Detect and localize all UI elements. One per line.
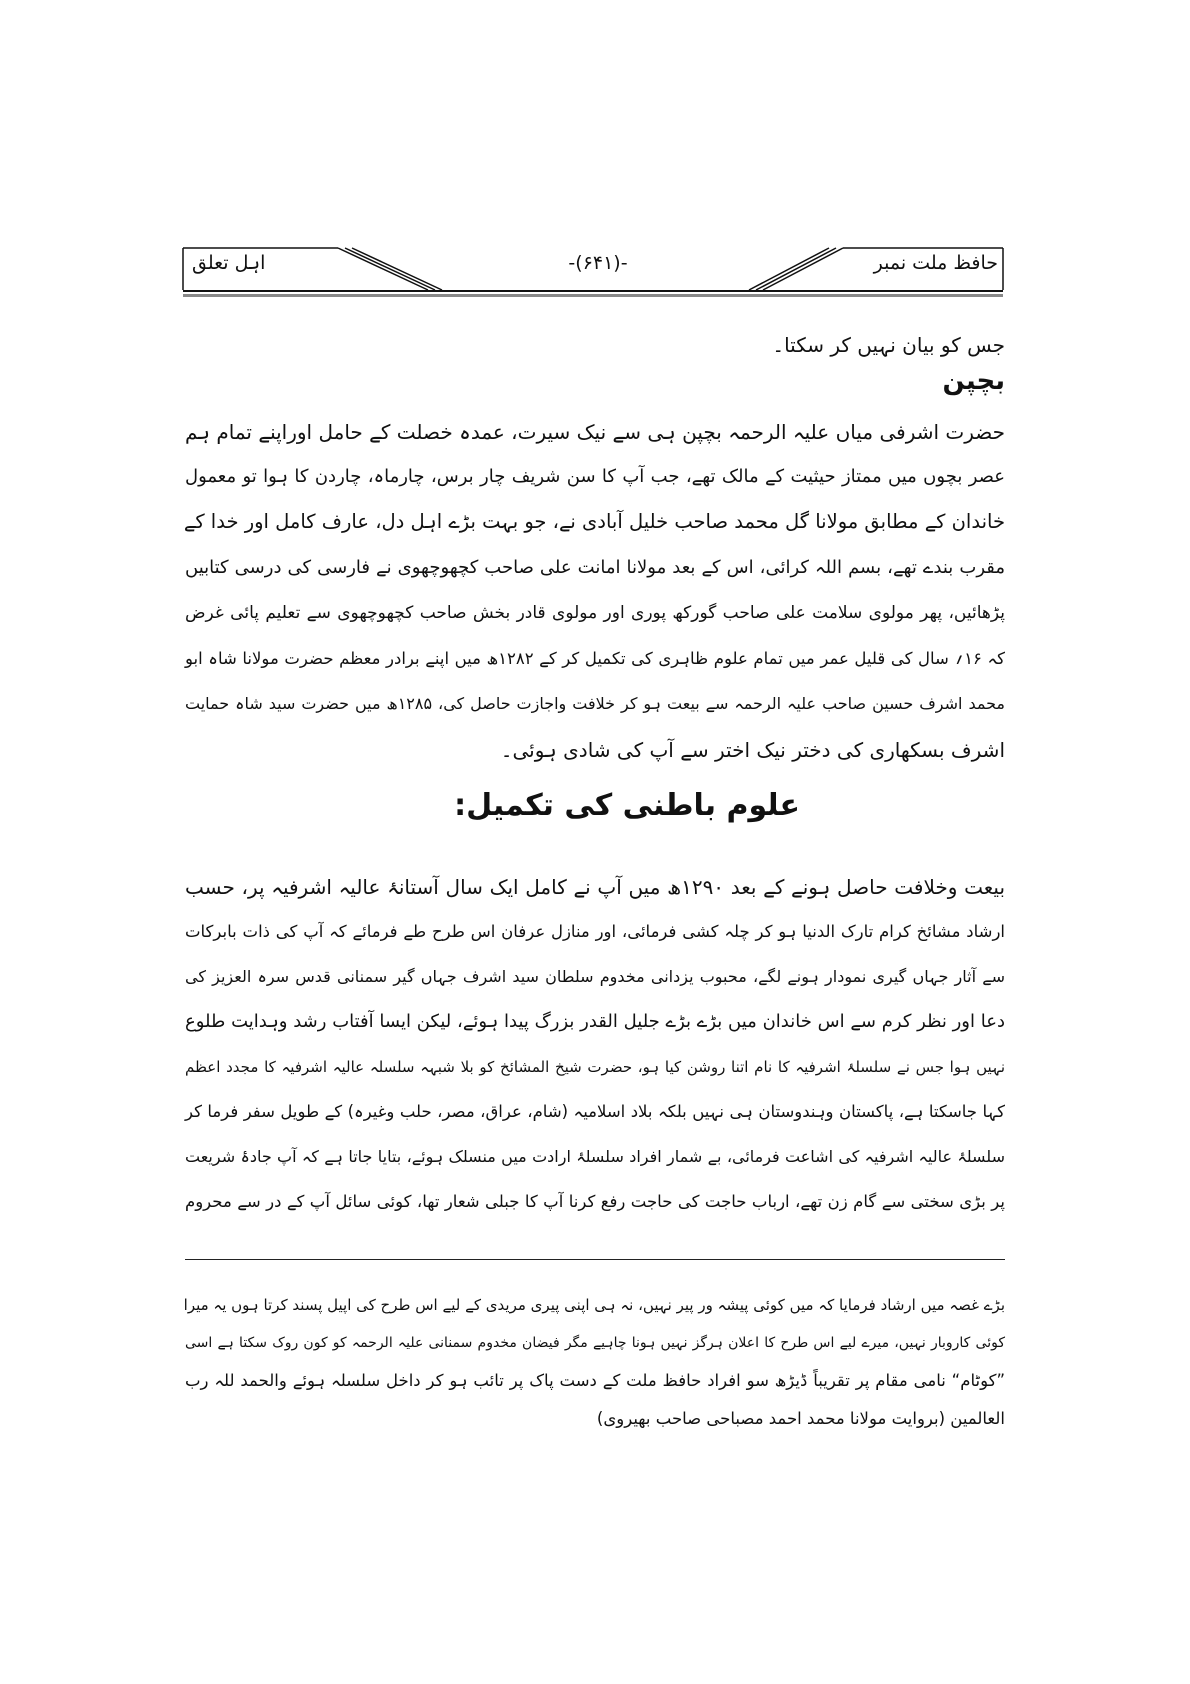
- page-number: -(۶۴۱)-: [568, 252, 628, 274]
- section-heading-childhood: بچپن: [942, 366, 1005, 396]
- text-line: دعا اور نظر کرم سے اس خاندان میں بڑے بڑے جلیل القدر بزرگ پیدا ہوئے، لیکن ایسا آفتاب رشد وہدایت طلوع: [185, 1011, 1005, 1032]
- footnote-line: ”کوٹام“ نامی مقام پر تقریباً ڈیڑھ سو افراد حافظ ملت کے دست پاک پر تائب ہو کر داخل سلسلہ ہوئے والحمد للہ رب: [185, 1371, 1005, 1390]
- text-line: مقرب بندے تھے، بسم اللہ کرائی، اس کے بعد مولانا امانت علی صاحب کچھوچھوی نے فارسی کی درسی کتابیں: [185, 557, 1005, 578]
- text-line: محمد اشرف حسین صاحب علیہ الرحمہ سے بیعت ہو کر خلافت واجازت حاصل کی، ۱۲۸۵ھ میں حضرت سید شاہ حمایت: [185, 694, 1005, 713]
- text-line: کہا جاسکتا ہے، پاکستان وہندوستان ہی نہیں بلکہ بلاد اسلامیہ (شام، عراق، مصر، حلب وغیرہ) کے طویل سفر فرما کر: [185, 1102, 1005, 1121]
- text-line: سلسلۂ عالیہ اشرفیہ کی اشاعت فرمائی، بے شمار افراد سلسلۂ ارادت میں منسلک ہوئے، بتایا جاتا ہے کہ آپ جادۂ شریعت: [185, 1147, 1005, 1166]
- section-heading-inner-knowledge: علوم باطنی کی تکمیل:: [454, 788, 800, 823]
- text-line: پڑھائیں، پھر مولوی سلامت علی صاحب گورکھ پوری اور مولوی قادر بخش صاحب کچھوچھوی سے تعلیم پائی غرض: [185, 603, 1005, 623]
- text-line: بیعت وخلافت حاصل ہونے کے بعد ۱۲۹۰ھ میں آپ نے کامل ایک سال آستانۂ عالیہ اشرفیہ پر، حسب: [185, 875, 1006, 899]
- text-line: عصر بچوں میں ممتاز حیثیت کے مالک تھے، جب آپ کا سن شریف چار برس، چارماہ، چاردن کا ہوا تو معمول: [185, 466, 1005, 487]
- text-line: پر بڑی سختی سے گام زن تھے، ارباب حاجت کی حاجت رفع کرنا آپ کا جبلی شعار تھا، کوئی سائل آپ کے در سے محروم: [185, 1192, 1005, 1211]
- running-header: [178, 244, 1008, 302]
- text-line: نہیں ہوا جس نے سلسلۂ اشرفیہ کا نام اتنا روشن کیا ہو، حضرت شیخ المشائخ کو بلا شبہہ سلسلہ عالیہ اشرفیہ کا مجدد اعظم: [185, 1058, 1005, 1076]
- footnote-line: العالمین (بروایت مولانا محمد احمد مصباحی صاحب بھیروی): [596, 1409, 1005, 1428]
- footnote-divider: [185, 1259, 1005, 1260]
- header-section-title: اہل تعلق: [192, 252, 266, 274]
- footnote-line: بڑے غصہ میں ارشاد فرمایا کہ میں کوئی پیشہ ور پیر نہیں، نہ ہی اپنی پیری مریدی کے لیے اس طرح کی اپیل پسند کرتا ہوں یہ میرا: [183, 1296, 1005, 1314]
- text-line: حضرت اشرفی میاں علیہ الرحمہ بچپن ہی سے نیک سیرت، عمدہ خصلت کے حامل اوراپنے تمام ہم: [185, 420, 1005, 444]
- footnote-line: کوئی کاروبار نہیں، میرے لیے اس طرح کا اعلان ہرگز نہیں ہونا چاہیے مگر فیضان مخدوم سمنانی علیہ الرحمہ کو کون روک سکتا ہے اسی: [185, 1335, 1005, 1351]
- continuation-line: جس کو بیان نہیں کر سکتا۔: [772, 333, 1005, 357]
- text-line: کہ ۱۶؍ سال کی قلیل عمر میں تمام علوم ظاہری کی تکمیل کر کے ۱۲۸۲ھ میں اپنے برادر معظم حضرت مولانا شاہ ابو: [185, 649, 1005, 668]
- text-line: ارشاد مشائخ کرام تارک الدنیا ہو کر چلہ کشی فرمائی، اور منازل عرفان اس طرح طے فرمائے کہ آپ کی ذات بابرکات: [185, 922, 1005, 941]
- text-line: سے آثار جہاں گیری نمودار ہونے لگے، محبوب یزدانی مخدوم سلطان سید اشرف جہاں گیر سمنانی قدس سرہ العزیز کی: [185, 967, 1005, 986]
- header-journal-title: حافظ ملت نمبر: [873, 252, 998, 274]
- text-line: خاندان کے مطابق مولانا گل محمد صاحب خلیل آبادی نے، جو بہت بڑے اہل دل، عارف کامل اور خدا کے: [183, 510, 1005, 533]
- text-line: اشرف بسکھاری کی دختر نیک اختر سے آپ کی شادی ہوئی۔: [500, 738, 1005, 762]
